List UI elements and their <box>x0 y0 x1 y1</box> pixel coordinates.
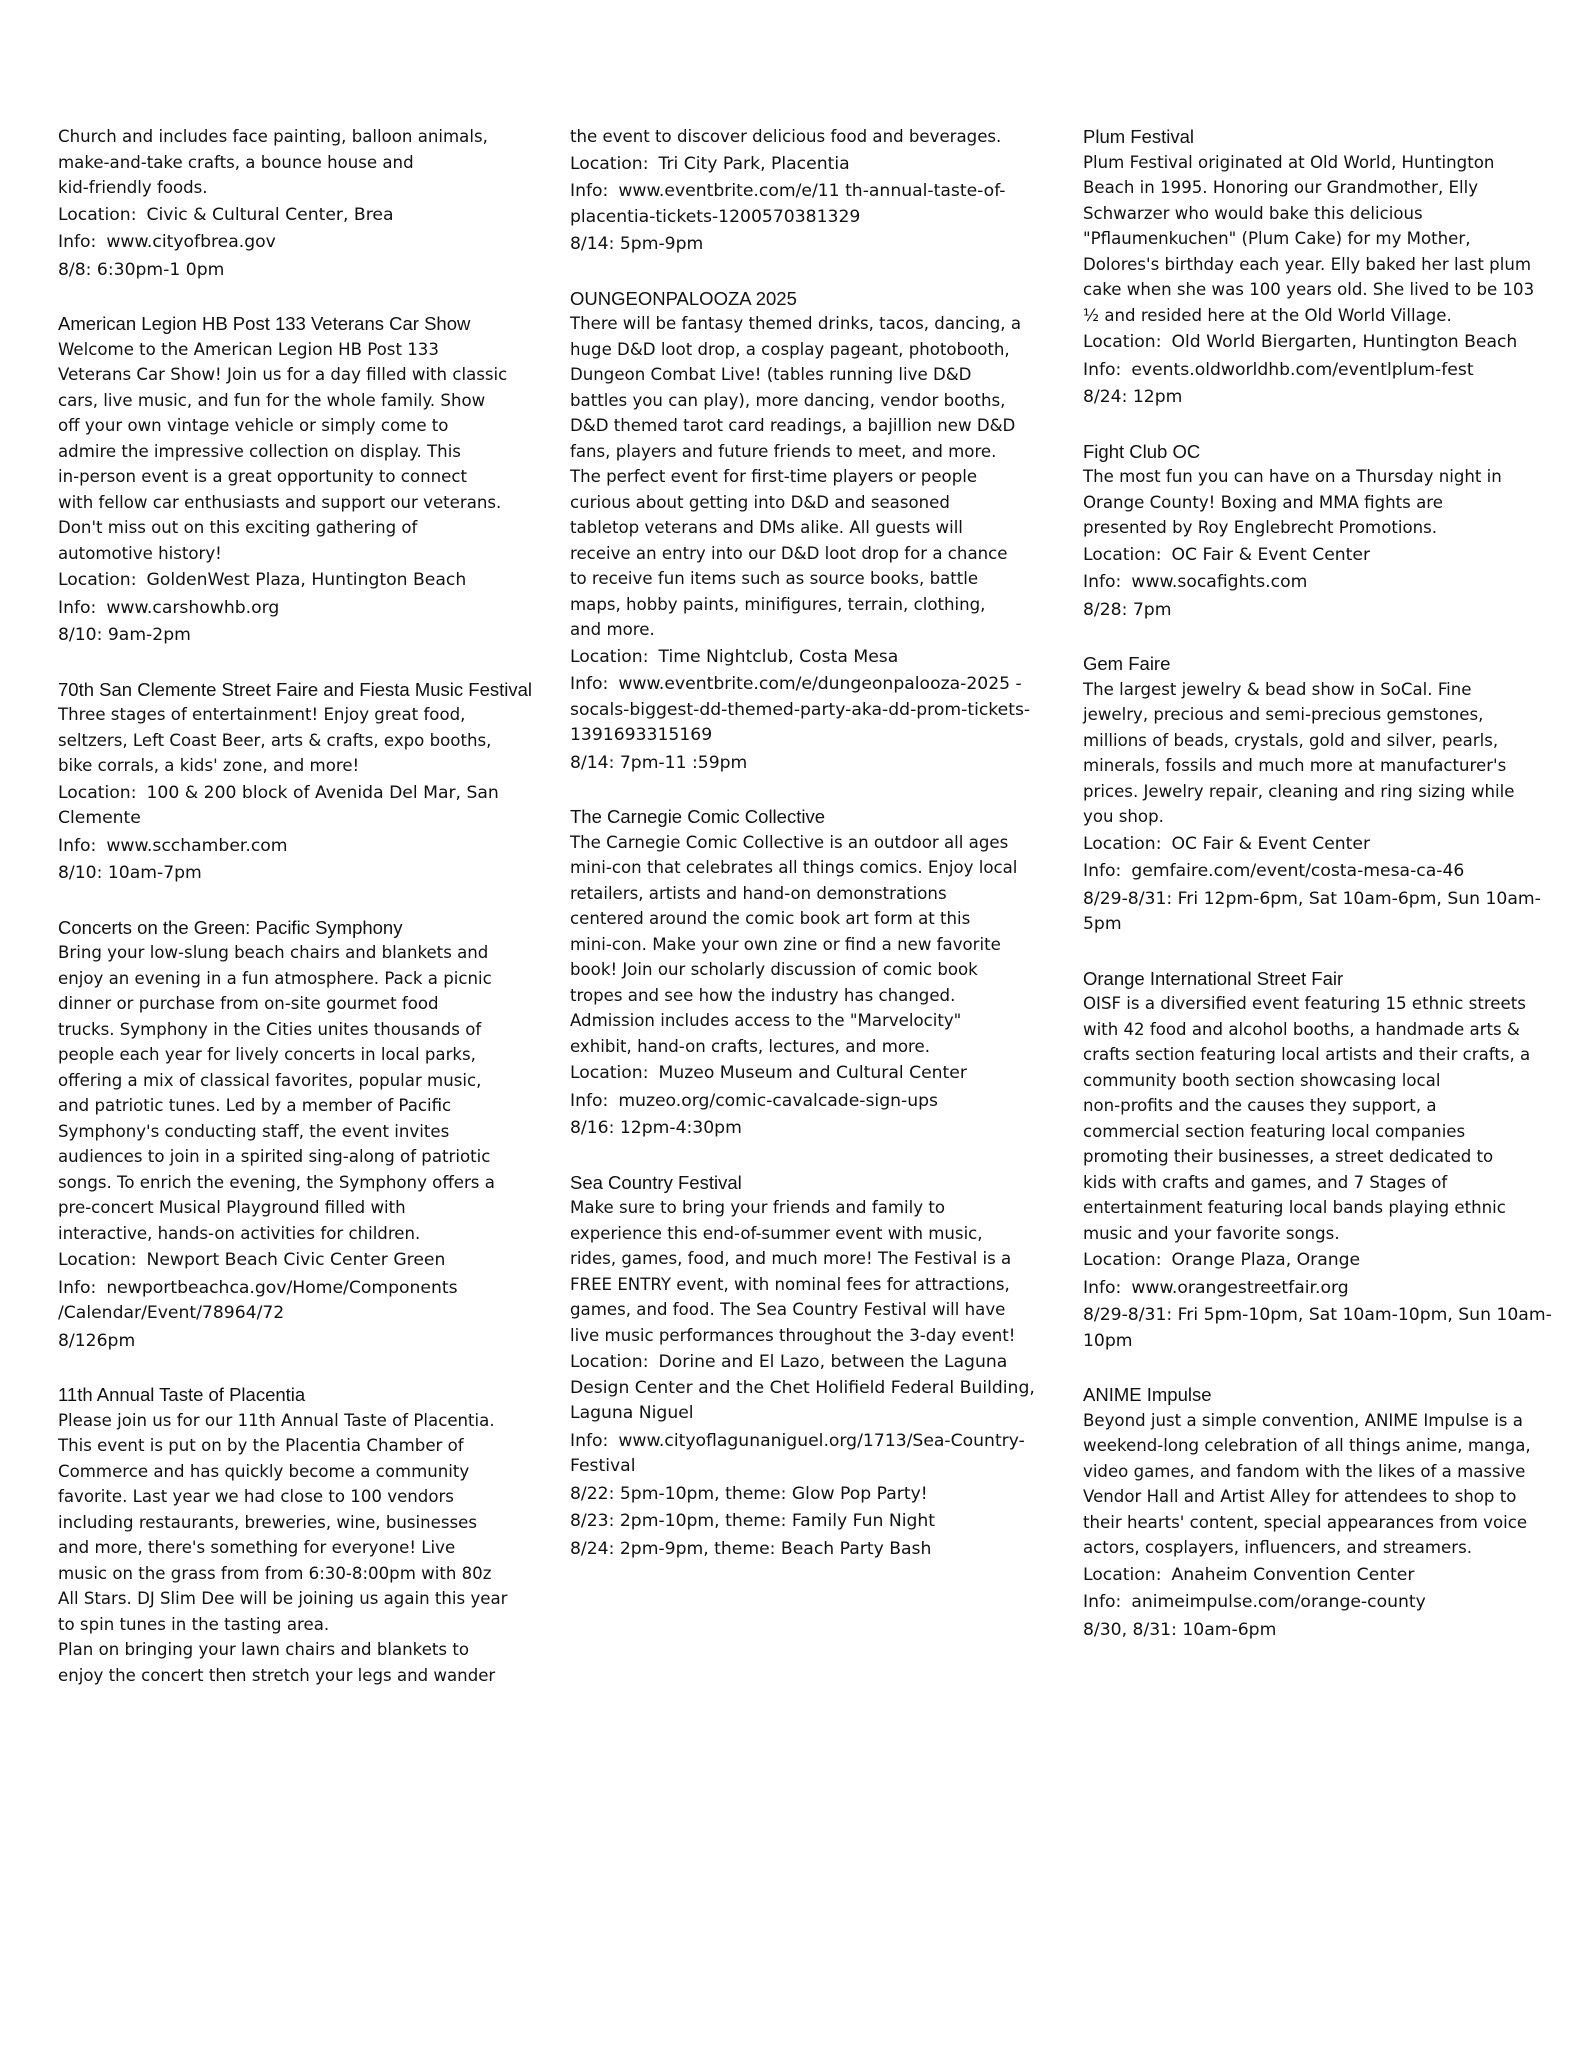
event-date: 8/10: 9am-2pm <box>58 625 191 645</box>
event-info <box>58 596 533 622</box>
description-line: millions of beads, crystals, gold and silver, pearls, <box>1083 730 1499 750</box>
info-label: Info: <box>58 835 97 856</box>
description-line: music on the grass from from 6:30-8:00pm with 80z <box>58 1563 492 1583</box>
event-title: American Legion HB Post 133 Veterans Car Show <box>58 313 471 334</box>
description-line: Welcome to the American Legion HB Post 133 <box>58 339 439 359</box>
info-label: Info: <box>1083 1277 1122 1298</box>
description-line: kid-friendly foods. <box>58 178 208 197</box>
description-line: crafts section featuring local artists and their crafts, a <box>1083 1045 1531 1064</box>
description-line: receive an entry into our D&D loot drop for a chance <box>570 543 1008 563</box>
description-line: Plum Festival originated at Old World, Huntington <box>1083 152 1495 172</box>
event-info <box>1083 358 1558 384</box>
description-line: interactive, hands-on activities for children. <box>58 1223 421 1243</box>
description-line: offering a mix of classical favorites, popular music, <box>58 1070 482 1090</box>
location-value: Newport Beach Civic Center Green <box>146 1250 446 1270</box>
event-listing <box>58 124 533 283</box>
description-line: their hearts' content, special appearances from voice <box>1083 1512 1528 1532</box>
event-location <box>570 1061 1045 1087</box>
description-line: huge D&D loot drop, a cosplay pageant, photobooth, <box>570 339 1010 359</box>
info-label: Info: <box>58 1277 97 1298</box>
info-label: Info: <box>570 674 609 694</box>
event-location <box>570 645 1045 671</box>
description-line: weekend-long celebration of all things anime, manga, <box>1083 1436 1531 1455</box>
event-date: 8/14: 7pm-11 :59pm <box>570 752 748 773</box>
description-line: There will be fantasy themed drinks, tacos, dancing, a <box>570 314 1022 333</box>
description-line: audiences to join in a spirited sing-along of patriotic <box>58 1147 491 1166</box>
location-label: Location: <box>58 204 137 225</box>
event-title: ANIME Impulse <box>1083 1384 1212 1405</box>
description-line: seltzers, Left Coast Beer, arts & crafts, expo booths, <box>58 730 492 750</box>
description-line: admire the impressive collection on display. This <box>58 441 461 461</box>
event-info <box>570 179 1045 230</box>
description-line: Symphony's conducting staff, the event invites <box>58 1121 450 1141</box>
description-line: to spin tunes in the tasting area. <box>58 1614 330 1634</box>
description-line: video games, and fandom with the likes of a massive <box>1083 1461 1526 1481</box>
info-link[interactable]: www.orangestreetfair.org <box>1131 1277 1349 1298</box>
description-line: Make sure to bring your friends and family to <box>570 1198 945 1217</box>
description-line: The perfect event for first-time players or people <box>570 467 978 486</box>
description-line: Don't miss out on this exciting gathering of <box>58 518 418 537</box>
info-link[interactable]: www.eventbrite.com/e/dungeonpalooza-2025 -socals-biggest-dd-themed-party-aka-dd-prom-tickets-1391693315169 <box>570 674 1031 745</box>
description-line: fans, players and future friends to meet, and more. <box>570 441 997 461</box>
event-description <box>570 124 1045 150</box>
event-description <box>1083 677 1558 830</box>
event-title: The Carnegie Comic Collective <box>570 806 825 827</box>
description-line: with fellow car enthusiasts and support our veterans. <box>58 492 502 512</box>
event-title: Fight Club OC <box>1083 440 1201 462</box>
event-listing <box>58 311 533 649</box>
event-date: 8/24: 12pm <box>1083 387 1183 407</box>
column-right <box>1083 124 1558 1671</box>
description-line: actors, cosplayers, influencers, and streamers. <box>1083 1538 1473 1557</box>
location-label: Location: <box>1083 1250 1162 1270</box>
event-date: 8/126pm <box>58 1330 136 1351</box>
info-label: Info: <box>570 1090 609 1111</box>
event-date: 8/23: 2pm-10pm, theme: Family Fun Night <box>570 1511 936 1531</box>
event-info <box>570 1089 1045 1115</box>
event-title: Orange International Street Fair <box>1083 967 1344 989</box>
info-label: Info: <box>58 232 97 252</box>
event-description <box>58 1408 533 1689</box>
event-title: 11th Annual Taste of Placentia <box>58 1384 306 1405</box>
description-line: Beach in 1995. Honoring our Grandmother, Elly <box>1083 178 1479 197</box>
description-line: battles you can play), more dancing, vendor booths, <box>570 390 1006 410</box>
description-line: live music performances throughout the 3-day event! <box>570 1325 1016 1345</box>
location-value: Orange Plaza, Orange <box>1171 1250 1361 1270</box>
description-line: to receive fun items such as source books, battle <box>570 569 979 588</box>
description-line: The largest jewelry & bead show in SoCal. Fine <box>1083 679 1472 699</box>
info-label: Info: <box>58 597 97 618</box>
event-date: 8/29-8/31: Fri 12pm-6pm, Sat 10am-6pm, Sun 10am-5pm <box>1083 888 1541 934</box>
event-title: Sea Country Festival <box>570 1171 742 1193</box>
description-line: This event is put on by the Placentia Chamber of <box>58 1436 464 1455</box>
description-line: enjoy an evening in a fun atmosphere. Pack a picnic <box>58 968 492 988</box>
description-line: The most fun you can have on a Thursday night in <box>1083 467 1502 486</box>
event-location <box>58 1248 533 1274</box>
event-description <box>58 337 533 567</box>
event-location <box>58 781 533 832</box>
description-line: Admission includes access to the "Marvelocity" <box>570 1011 962 1030</box>
event-listing <box>58 677 533 887</box>
info-link[interactable]: www.eventbrite.com/e/11 th-annual-taste-of-placentia-tickets-1200570381329 <box>570 181 1006 227</box>
event-info <box>570 672 1045 749</box>
event-date: 8/16: 12pm-4:30pm <box>570 1118 742 1138</box>
info-link[interactable]: muzeo.org/comic-cavalcade-sign-ups <box>618 1090 938 1111</box>
info-link[interactable]: www.cityoflagunaniguel.org/1713/Sea-Country-Festival <box>570 1430 1025 1476</box>
event-title: Plum Festival <box>1083 126 1195 147</box>
location-label: Location: <box>58 782 137 803</box>
location-value: Civic & Cultural Center, Brea <box>146 204 394 225</box>
description-line: cake when she was 100 years old. She lived to be 103 <box>1083 280 1535 299</box>
event-listing <box>58 915 533 1355</box>
description-line: make-and-take crafts, a bounce house and <box>58 152 414 172</box>
event-info <box>58 1276 533 1327</box>
info-link[interactable]: www.scchamber.com <box>106 835 288 856</box>
description-line: mini-con that celebrates all things comics. Enjoy local <box>570 858 1018 877</box>
info-label: Info: <box>570 1430 609 1451</box>
description-line: cars, live music, and fun for the whole family. Show <box>58 390 486 410</box>
event-location <box>1083 543 1558 569</box>
event-location <box>1083 1563 1558 1589</box>
event-description <box>1083 464 1558 541</box>
description-line: with 42 food and alcohol booths, a handmade arts & <box>1083 1019 1520 1039</box>
event-listing <box>570 124 1045 258</box>
event-date: 8/30, 8/31: 10am-6pm <box>1083 1619 1277 1640</box>
event-info <box>58 834 533 860</box>
description-line: games, and food. The Sea Country Festival will have <box>570 1300 1006 1319</box>
location-value: 100 & 200 block of Avenida Del Mar, San Clemente <box>58 782 499 828</box>
location-label: Location: <box>1083 544 1162 565</box>
description-line: off your own vintage vehicle or simply come to <box>58 416 449 435</box>
description-line: Three stages of entertainment! Enjoy great food, <box>58 705 466 724</box>
info-label: Info: <box>1083 861 1122 881</box>
info-link[interactable]: gemfaire.com/event/costa-mesa-ca-46 <box>1131 861 1465 881</box>
event-title: OUNGEONPALOOZA 2025 <box>570 287 797 309</box>
info-link[interactable]: www.socafights.com <box>1131 572 1308 592</box>
description-line: mini-con. Make your own zine or find a new favorite <box>570 934 1001 954</box>
description-line: experience this end-of-summer event with music, <box>570 1223 983 1243</box>
event-listing <box>1083 651 1558 938</box>
description-line: OISF is a diversified event featuring 15 ethnic streets <box>1083 994 1526 1013</box>
location-value: Dorine and El Lazo, between the Laguna Design Center and the Chet Holifield Federal Building, Laguna Niguel <box>570 1352 1035 1423</box>
event-description <box>570 830 1045 1060</box>
event-location <box>1083 330 1558 356</box>
location-label: Location: <box>1083 332 1162 352</box>
description-line: kids with crafts and games, and 7 Stages of <box>1083 1172 1448 1192</box>
event-info <box>570 1429 1045 1480</box>
description-line: centered around the comic book art form at this <box>570 909 971 928</box>
location-value: Old World Biergarten, Huntington Beach <box>1171 332 1518 352</box>
event-info <box>58 230 533 256</box>
description-line: Beyond just a simple convention, ANIME Impulse is a <box>1083 1410 1523 1430</box>
description-line: prices. Jewelry repair, cleaning and ring sizing while <box>1083 781 1515 801</box>
description-line: tabletop veterans and DMs alike. All guests will <box>570 518 963 537</box>
description-line: Commerce and has quickly become a community <box>58 1461 470 1481</box>
description-line: and more. <box>570 620 655 639</box>
description-line: presented by Roy Englebrecht Promotions. <box>1083 518 1438 537</box>
description-line: people each year for lively concerts in local parks, <box>58 1045 476 1064</box>
description-line: including restaurants, breweries, wine, businesses <box>58 1512 478 1532</box>
location-label: Location: <box>1083 1564 1162 1585</box>
description-line: All Stars. DJ Slim Dee will be joining us again this year <box>58 1589 508 1608</box>
event-description <box>570 1195 1045 1348</box>
description-line: FREE ENTRY event, with nominal fees for attractions, <box>570 1274 1010 1294</box>
event-description <box>58 702 533 779</box>
event-location <box>58 203 533 229</box>
event-location <box>1083 1248 1558 1274</box>
description-line: retailers, artists and hand-on demonstrations <box>570 883 947 903</box>
event-description <box>1083 150 1558 329</box>
event-title: 70th San Clemente Street Faire and Fiesta Music Festival <box>58 678 533 700</box>
description-line: enjoy the concert then stretch your legs and wander <box>58 1665 496 1685</box>
description-line: and more, there's something for everyone! Live <box>58 1538 456 1557</box>
description-line: minerals, fossils and much more at manufacturer's <box>1083 756 1507 775</box>
description-line: bike corrals, a kids' zone, and more! <box>58 756 360 775</box>
location-value: Muzeo Museum and Cultural Center <box>658 1063 967 1083</box>
location-label: Location: <box>570 1063 649 1083</box>
location-label: Location: <box>58 570 137 590</box>
description-line: The Carnegie Comic Collective is an outdoor all ages <box>570 832 1009 852</box>
event-info <box>1083 570 1558 596</box>
info-link[interactable]: www.cityofbrea.gov <box>106 232 276 252</box>
event-listing <box>570 1170 1045 1563</box>
description-line: rides, games, food, and much more! The Festival is a <box>570 1249 1012 1268</box>
description-line: you shop. <box>1083 807 1164 826</box>
event-listing <box>570 286 1045 777</box>
description-line: in-person event is a great opportunity to connect <box>58 467 467 486</box>
info-link[interactable]: events.oldworldhb.com/eventlplum-fest <box>1131 359 1474 380</box>
location-label: Location: <box>570 1352 649 1372</box>
location-value: Anaheim Convention Center <box>1171 1564 1415 1585</box>
event-description <box>1083 991 1558 1246</box>
description-line: Schwarzer who would bake this delicious <box>1083 203 1423 223</box>
location-label: Location: <box>570 646 649 667</box>
description-line: and patriotic tunes. Led by a member of Pacific <box>58 1096 452 1115</box>
location-value: Time Nightclub, Costa Mesa <box>658 646 899 667</box>
info-label: Info: <box>570 181 609 201</box>
description-line: non-profits and the causes they support, a <box>1083 1096 1437 1115</box>
description-line: jewelry, precious and semi-precious gemstones, <box>1083 705 1484 724</box>
description-line: commercial section featuring local companies <box>1083 1121 1466 1141</box>
description-line: Bring your low-slung beach chairs and blankets and <box>58 943 489 962</box>
info-label: Info: <box>1083 359 1122 380</box>
location-label: Location: <box>58 1250 137 1270</box>
description-line: Orange County! Boxing and MMA fights are <box>1083 492 1443 512</box>
description-line: tropes and see how the industry has changed. <box>570 985 956 1005</box>
info-label: Info: <box>1083 1592 1122 1612</box>
event-title: Gem Faire <box>1083 653 1171 674</box>
description-line: community booth section showcasing local <box>1083 1070 1441 1090</box>
event-info <box>1083 859 1558 885</box>
event-listing <box>1083 439 1558 624</box>
description-line: pre-concert Musical Playground filled with <box>58 1198 406 1217</box>
location-label: Location: <box>570 153 649 174</box>
column-middle <box>570 124 1045 1590</box>
event-listing <box>570 804 1045 1142</box>
event-location <box>570 1350 1045 1427</box>
description-line: automotive history! <box>58 543 222 563</box>
description-line: promoting their businesses, a street dedicated to <box>1083 1147 1494 1166</box>
info-link[interactable]: www.carshowhb.org <box>106 597 280 618</box>
description-line: Church and includes face painting, balloon animals, <box>58 127 488 146</box>
event-title: Concerts on the Green: Pacific Symphony <box>58 916 403 938</box>
description-line: Dungeon Combat Live! (tables running live D&D <box>570 365 972 384</box>
event-date: 8/28: 7pm <box>1083 599 1172 620</box>
event-date: 8/8: 6:30pm-1 0pm <box>58 259 225 280</box>
event-location <box>1083 832 1558 858</box>
location-value: Tri City Park, Placentia <box>658 153 850 174</box>
event-listing <box>1083 966 1558 1355</box>
description-line: trucks. Symphony in the Cities unites thousands of <box>58 1019 482 1039</box>
description-line: book! Join our scholarly discussion of comic book <box>570 960 978 979</box>
description-line: Veterans Car Show! Join us for a day filled with classic <box>58 365 508 384</box>
description-line: dinner or purchase from on-site gourmet food <box>58 994 439 1013</box>
location-value: OC Fair & Event Center <box>1171 833 1371 854</box>
description-line: favorite. Last year we had close to 100 vendors <box>58 1487 454 1506</box>
description-line: Dolores's birthday each year. Elly baked her last plum <box>1083 254 1531 274</box>
event-info <box>1083 1276 1558 1302</box>
event-location <box>58 568 533 594</box>
event-description <box>58 940 533 1246</box>
location-label: Location: <box>1083 833 1162 854</box>
description-line: songs. To enrich the evening, the Symphony offers a <box>58 1172 495 1192</box>
description-line: Plan on bringing your lawn chairs and blankets to <box>58 1640 469 1659</box>
event-location <box>570 152 1045 178</box>
description-line: maps, hobby paints, minifigures, terrain, clothing, <box>570 594 986 614</box>
description-line: the event to discover delicious food and beverages. <box>570 127 1002 146</box>
location-value: GoldenWest Plaza, Huntington Beach <box>146 570 467 590</box>
event-date: 8/10: 10am-7pm <box>58 863 202 883</box>
description-line: D&D themed tarot card readings, a bajillion new D&D <box>570 416 1016 435</box>
event-listing <box>58 1382 533 1688</box>
event-listing <box>1083 124 1558 411</box>
description-line: Please join us for our 11th Annual Taste of Placentia. <box>58 1410 495 1430</box>
event-date: 8/14: 5pm-9pm <box>570 234 704 254</box>
description-line: music and your favorite songs. <box>1083 1223 1340 1243</box>
info-link[interactable]: animeimpulse.com/orange-county <box>1131 1592 1426 1612</box>
event-date: 8/22: 5pm-10pm, theme: Glow Pop Party! <box>570 1483 928 1504</box>
event-description <box>570 311 1045 643</box>
description-line: "Pflaumenkuchen" (Plum Cake) for my Mother, <box>1083 229 1471 248</box>
event-info <box>1083 1590 1558 1616</box>
description-line: curious about getting into D&D and seasoned <box>570 492 950 512</box>
event-description <box>58 124 533 201</box>
event-listing <box>1083 1382 1558 1643</box>
info-label: Info: <box>1083 572 1122 592</box>
event-description <box>1083 1408 1558 1561</box>
location-value: OC Fair & Event Center <box>1171 544 1371 565</box>
description-line: entertainment featuring local bands playing ethnic <box>1083 1198 1506 1217</box>
description-line: Vendor Hall and Artist Alley for attendees to shop to <box>1083 1487 1517 1506</box>
column-left <box>58 124 533 1716</box>
event-date: 8/29-8/31: Fri 5pm-10pm, Sat 10am-10pm, Sun 10am-10pm <box>1083 1305 1552 1351</box>
info-link[interactable]: newportbeachca.gov/Home/Components /Calendar/Event/78964/72 <box>58 1277 458 1323</box>
event-date: 8/24: 2pm-9pm, theme: Beach Party Bash <box>570 1538 932 1559</box>
description-line: exhibit, hand-on crafts, lectures, and more. <box>570 1036 930 1056</box>
description-line: ½ and resided here at the Old World Village. <box>1083 305 1452 325</box>
